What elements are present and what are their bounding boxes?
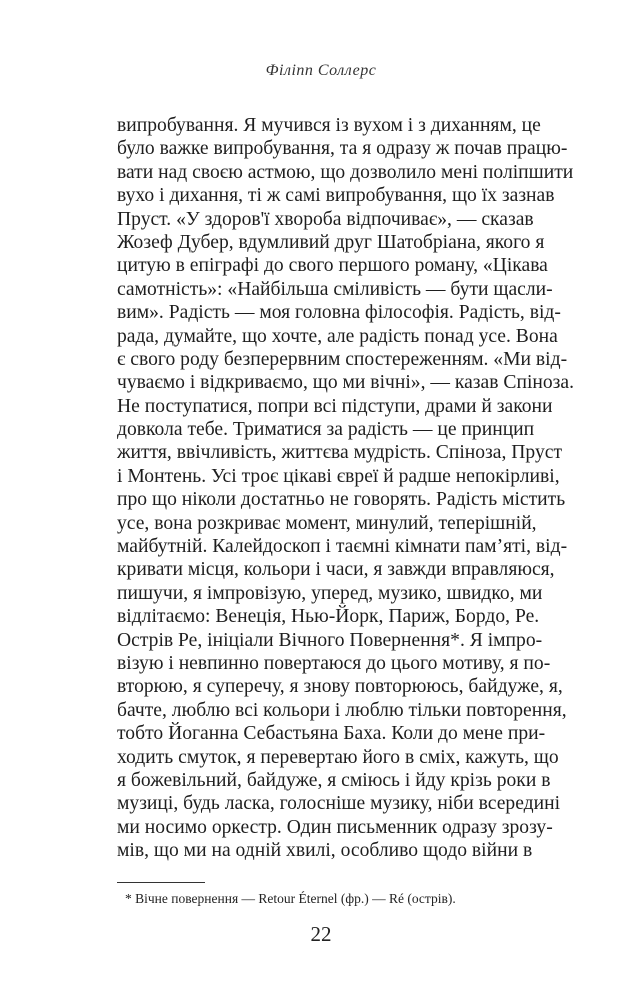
text-line: кривати місця, кольори і часи, я завжди вправляюся, xyxy=(117,559,555,581)
text-line: я божевільний, байдуже, я сміюсь і йду крізь роки в xyxy=(117,769,551,791)
text-line: візую і невпинно повертаюся до цього мотиву, я по- xyxy=(117,652,551,674)
text-line: цитую в епіграфі до свого першого роману, «Цікава xyxy=(117,255,548,277)
text-line: відлітаємо: Венеція, Нью-Йорк, Париж, Бордо, Ре. xyxy=(117,606,540,628)
text-line: мів, що ми на одній хвилі, особливо щодо війни в xyxy=(117,840,533,862)
text-line: усе, вона розкриває момент, минулий, теперішній, xyxy=(117,512,537,534)
footnote-divider xyxy=(117,882,205,883)
text-line: випробування. Я мучився із вухом і з диханням, це xyxy=(117,115,541,136)
text-line: ходить смуток, я перевертаю його в сміх, кажуть, що xyxy=(117,746,559,768)
text-line: музиці, будь ласка, голосніше музику, ніби всередині xyxy=(117,793,561,815)
running-header: Філіпп Соллерс xyxy=(265,62,377,79)
text-line: вим». Радість — моя головна філософія. Радість, від- xyxy=(117,302,561,324)
text-line: тобто Йоганна Себастьяна Баха. Коли до мене при- xyxy=(117,723,546,745)
text-line: чуваємо і відкриваємо, що ми вічні», — казав Спіноза. xyxy=(117,372,574,394)
text-line: довкола тебе. Триматися за радість — це принцип xyxy=(117,419,535,441)
footnote: * Вічне повернення — Retour Éternel (фр.) — Ré (острів). xyxy=(125,891,456,906)
body-text xyxy=(117,114,574,863)
text-line: вухо і дихання, ті ж самі випробування, що їх зазнав xyxy=(117,185,555,207)
text-line: і Монтень. Усі троє цікаві євреї й радше непокірливі, xyxy=(117,465,560,487)
text-line: Не поступатися, попри всі підступи, драми й закони xyxy=(117,395,553,417)
text-line: рада, думайте, що хочте, але радість понад усе. Вона xyxy=(117,325,558,347)
text-line: пишучи, я імпровізую, уперед, музико, швидко, ми xyxy=(117,582,543,604)
text-line: самотність»: «Найбільша сміливість — бути щасли- xyxy=(117,278,553,300)
text-line: є свого роду безперервним спостереженням. «Ми від- xyxy=(117,348,568,370)
text-line: майбутній. Калейдоскоп і таємні кімнати пам’яті, від- xyxy=(117,536,568,558)
text-line: вторюю, я суперечу, я знову повторююсь, байдуже, я, xyxy=(117,676,563,698)
text-line: Жозеф Дубер, вдумливий друг Шатобріана, якого я xyxy=(117,231,545,253)
text-line: було важке випробування, та я одразу ж почав працю- xyxy=(117,138,568,160)
page-number: 22 xyxy=(310,922,332,946)
text-line: Пруст. «У здоров'ї хвороба відпочиває», — сказав xyxy=(117,208,534,230)
text-line: про що ніколи достатньо не говорять. Радість містить xyxy=(117,489,566,511)
text-line: Острів Ре, ініціали Вічного Повернення*. Я імпро- xyxy=(117,629,543,651)
text-line: життя, ввічливість, життєва мудрість. Спіноза, Пруст xyxy=(117,442,563,464)
text-line: вати над своєю астмою, що дозволило мені поліпшити xyxy=(117,161,574,183)
text-line: ми носимо оркестр. Один письменник одразу зрозу- xyxy=(117,816,553,838)
text-line: бачте, люблю всі кольори і люблю тільки повторення, xyxy=(117,699,567,721)
